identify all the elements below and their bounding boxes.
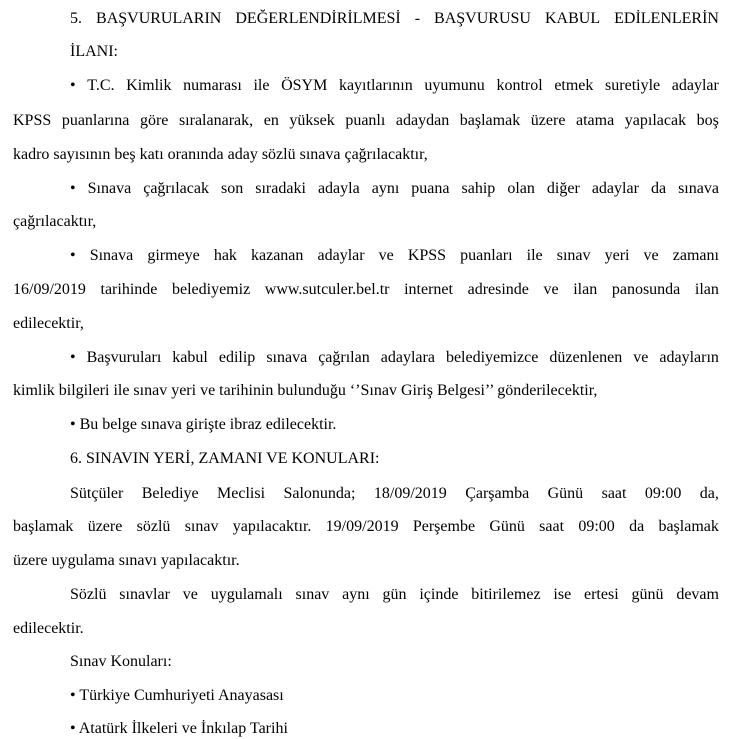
word: ve — [182, 586, 198, 603]
section5-bullet3-line2 — [13, 280, 719, 300]
word: adayla — [317, 180, 360, 197]
word: sınava — [266, 349, 308, 366]
word: Günü — [547, 485, 584, 502]
word: BAŞVURULARIN — [96, 10, 222, 27]
word: etmek — [554, 77, 594, 94]
section6-para2-line1 — [70, 585, 719, 605]
section5-bullet2-line1 — [70, 179, 719, 199]
section5-bullet5: • Bu belge sınava girişte ibraz edilecektir. — [70, 416, 337, 433]
word: ile — [253, 77, 270, 94]
section6-para1-line2 — [13, 517, 719, 537]
word: devam — [676, 586, 719, 603]
word: 16/09/2019 — [13, 281, 86, 298]
word: bitirilemez — [471, 586, 541, 603]
word: yüksek — [289, 112, 335, 129]
word: tarihinde — [100, 281, 158, 298]
section6-para2-line2: edilecektir. — [13, 620, 84, 637]
word: Kimlik — [126, 77, 172, 94]
word: da — [629, 518, 645, 535]
exam-topic-item: • Türkiye Cumhuriyeti Anayasası — [70, 687, 284, 704]
word: başlamak — [658, 518, 719, 535]
word: girmeye — [147, 247, 200, 264]
word: Perşembe — [412, 518, 476, 535]
word: ve — [633, 349, 649, 366]
word: adaylar — [671, 77, 719, 94]
section5-heading-line1 — [70, 9, 719, 29]
word: 09:00 — [644, 485, 682, 502]
word: içinde — [419, 586, 459, 603]
word: en — [263, 112, 279, 129]
section6-para1-line3: üzere uygulama sınavı yapılacaktır. — [13, 552, 240, 569]
word: ve — [643, 247, 659, 264]
word: puanlarına — [61, 112, 130, 129]
word: suretiyle — [605, 77, 661, 94]
word: adaylar — [317, 247, 365, 264]
word: internet — [404, 281, 453, 298]
word: • — [70, 349, 76, 366]
word: kabul — [172, 349, 208, 366]
word: sınav — [556, 247, 591, 264]
word: belediyemiz — [171, 281, 251, 298]
word: düzenlenen — [549, 349, 623, 366]
word: sınava — [678, 180, 719, 197]
word: 19/09/2019 — [325, 518, 399, 535]
word: ve — [378, 247, 394, 264]
word: sözlü — [136, 518, 171, 535]
word: adayların — [659, 349, 719, 366]
word: belediyemizce — [445, 349, 539, 366]
word: Başvuruları — [86, 349, 162, 366]
word: Günü — [489, 518, 525, 535]
word: kazanan — [251, 247, 304, 264]
word: sahip — [461, 180, 496, 197]
word: sınavlar — [119, 586, 170, 603]
word: - — [414, 10, 421, 27]
word: sınav — [295, 586, 330, 603]
word: hak — [213, 247, 237, 264]
word: çağrılacak — [143, 180, 209, 197]
word: puanlı — [345, 112, 386, 129]
word: ilan — [573, 281, 598, 298]
word: başlamak — [459, 112, 521, 129]
word: puana — [411, 180, 450, 197]
word: çağrılan — [318, 349, 370, 366]
word: 5. — [70, 10, 82, 27]
word: 18/09/2019 — [373, 485, 447, 502]
word: EDİLENLERİN — [614, 10, 719, 27]
section6-para1-line1 — [70, 484, 719, 504]
word: ilan — [694, 281, 719, 298]
word: boş — [696, 112, 719, 129]
word: Çarşamba — [465, 485, 530, 502]
word: aynı — [342, 586, 370, 603]
word: www.sutculer.bel.tr — [264, 281, 390, 298]
word: üzere — [530, 112, 566, 129]
word: adaylara — [380, 349, 435, 366]
word: Salonunda; — [283, 485, 356, 502]
section5-heading-line2: İLANI: — [70, 43, 118, 60]
word: son — [220, 180, 244, 197]
word: göre — [139, 112, 169, 129]
word: adaylar — [591, 180, 639, 197]
word: 09:00 — [578, 518, 615, 535]
word: Sınava — [89, 247, 134, 264]
word: saat — [601, 485, 627, 502]
word: KPSS — [13, 112, 52, 129]
word: da, — [699, 485, 719, 502]
word: günü — [631, 586, 664, 603]
section5-bullet4-line1 — [70, 348, 719, 368]
word: ise — [553, 586, 572, 603]
word: sıralanarak, — [178, 112, 254, 129]
word: ile — [526, 247, 543, 264]
word: sıradaki — [255, 180, 306, 197]
word: zamanı — [672, 247, 719, 264]
word: DEĞERLENDİRİLMESİ — [235, 10, 401, 27]
word: • — [70, 247, 76, 264]
word: Sınava — [87, 180, 132, 197]
exam-topic-item: • Atatürk İlkeleri ve İnkılap Tarihi — [70, 720, 288, 737]
section5-bullet1-line2 — [13, 111, 719, 131]
word: Meclisi — [217, 485, 266, 502]
word: KABUL — [544, 10, 601, 27]
word: numarası — [183, 77, 242, 94]
section6-heading: 6. SINAVIN YERİ, ZAMANI VE KONULARI: — [70, 450, 380, 467]
word: adaydan — [395, 112, 450, 129]
word: olan — [507, 180, 535, 197]
exam-topics-label: Sınav Konuları: — [70, 653, 172, 670]
word: ÖSYM — [281, 77, 328, 94]
word: panosunda — [611, 281, 681, 298]
word: KPSS — [407, 247, 447, 264]
word: başlamak — [13, 518, 74, 535]
word: • — [70, 77, 76, 94]
word: kayıtlarının — [338, 77, 413, 94]
word: diğer — [546, 180, 580, 197]
section5-bullet3-line3: edilecektir, — [13, 315, 84, 332]
word: ve — [543, 281, 559, 298]
word: yeri — [604, 247, 630, 264]
word: BAŞVURUSU — [434, 10, 531, 27]
word: uyumunu — [424, 77, 485, 94]
word: sınav — [184, 518, 219, 535]
word: ertesi — [584, 586, 619, 603]
word: Sütçüler — [70, 485, 124, 502]
word: • — [70, 180, 76, 197]
word: uygulamalı — [210, 586, 283, 603]
word: Sözlü — [70, 586, 107, 603]
word: gün — [382, 586, 407, 603]
word: adresinde — [467, 281, 529, 298]
word: atama — [576, 112, 615, 129]
word: T.C. — [87, 77, 115, 94]
word: Belediye — [141, 485, 199, 502]
word: aynı — [371, 180, 400, 197]
word: saat — [539, 518, 565, 535]
word: kontrol — [496, 77, 543, 94]
word: edilip — [218, 349, 256, 366]
word: yapılacak — [624, 112, 687, 129]
section5-bullet2-line2: çağrılacaktır, — [13, 213, 97, 230]
section5-bullet4-line2: kimlik bilgileri ile sınav yeri ve tarihinin bulunduğu ‘’Sınav Giriş Belgesi’’ gönderilecektir, — [13, 382, 598, 399]
word: puanları — [460, 247, 513, 264]
word: da — [650, 180, 667, 197]
section5-bullet3-line1 — [70, 246, 719, 266]
word: üzere — [87, 518, 123, 535]
word: yapılacaktır. — [232, 518, 312, 535]
section5-bullet1-line3: kadro sayısının beş katı oranında aday sözlü sınava çağrılacaktır, — [13, 146, 428, 163]
section5-bullet1-line1 — [70, 76, 719, 96]
